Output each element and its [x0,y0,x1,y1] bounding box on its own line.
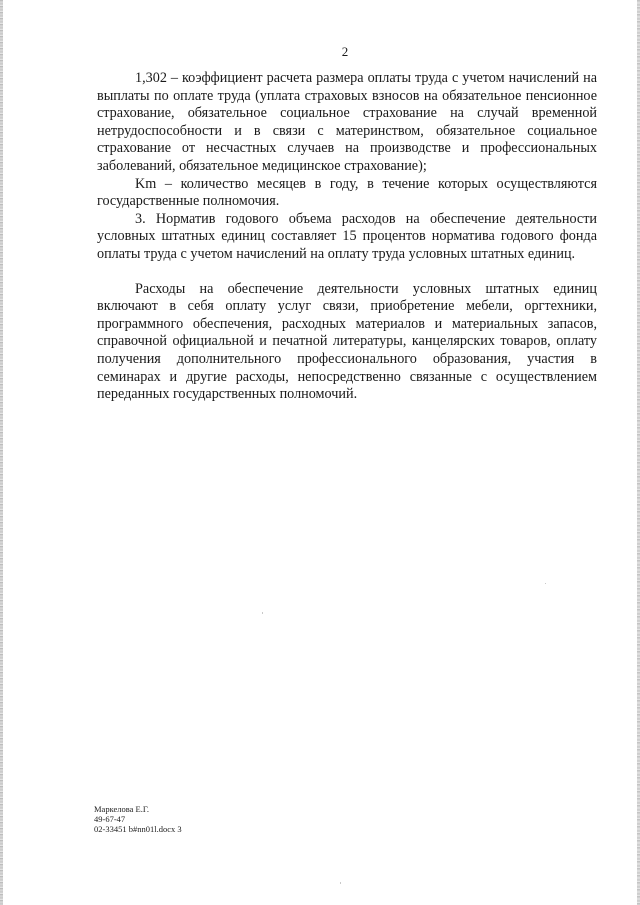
scan-speck [262,612,263,614]
paragraph-coefficient: 1,302 – коэффициент расчета размера оплаты труда с учетом начислений на выплаты по оплате труда (уплата страховых взносов на обязательное пенсионное страхование, обязательное социальное страхование на случай временной нетрудоспособности и в связи с материнством, обязательное социальное страхование от несчастных случаев на производстве и профессиональных заболеваний, обязательное медицинское страхование); [97,70,597,174]
document-footer [94,804,182,835]
footer-doc-ref: 02-33451 b#nn01l.docx 3 [94,824,182,835]
paragraph-norm: 3. Норматив годового объема расходов на обеспечение деятельности условных штатных единиц составляет 15 процентов норматива годового фонда оплаты труда с учетом начислений на оплату труда условных штатных единиц. [97,210,597,262]
scan-speck [545,583,546,584]
scan-speck [340,882,341,884]
footer-author: Маркелова Е.Г. [94,804,149,814]
paragraph-expenses: Расходы на обеспечение деятельности условных штатных единиц включают в себя оплату услуг связи, приобретение мебели, оргтехники, программного обеспечения, расходных материалов и материальных запасов, справочной официальной и печатной литературы, канцелярских товаров, оплату получения дополнительного профессионального образования, участия в семинарах и другие расходы, непосредственно связанные с осуществлением переданных государственных полномочий. [97,280,597,403]
footer-phone: 49-67-47 [94,814,126,825]
document-body [97,70,597,404]
page-number: 2 [341,44,349,59]
paragraph-months: Km – количество месяцев в году, в течение которых осуществляются государственные полномочия. [97,175,597,210]
scan-edge-left [0,0,3,905]
